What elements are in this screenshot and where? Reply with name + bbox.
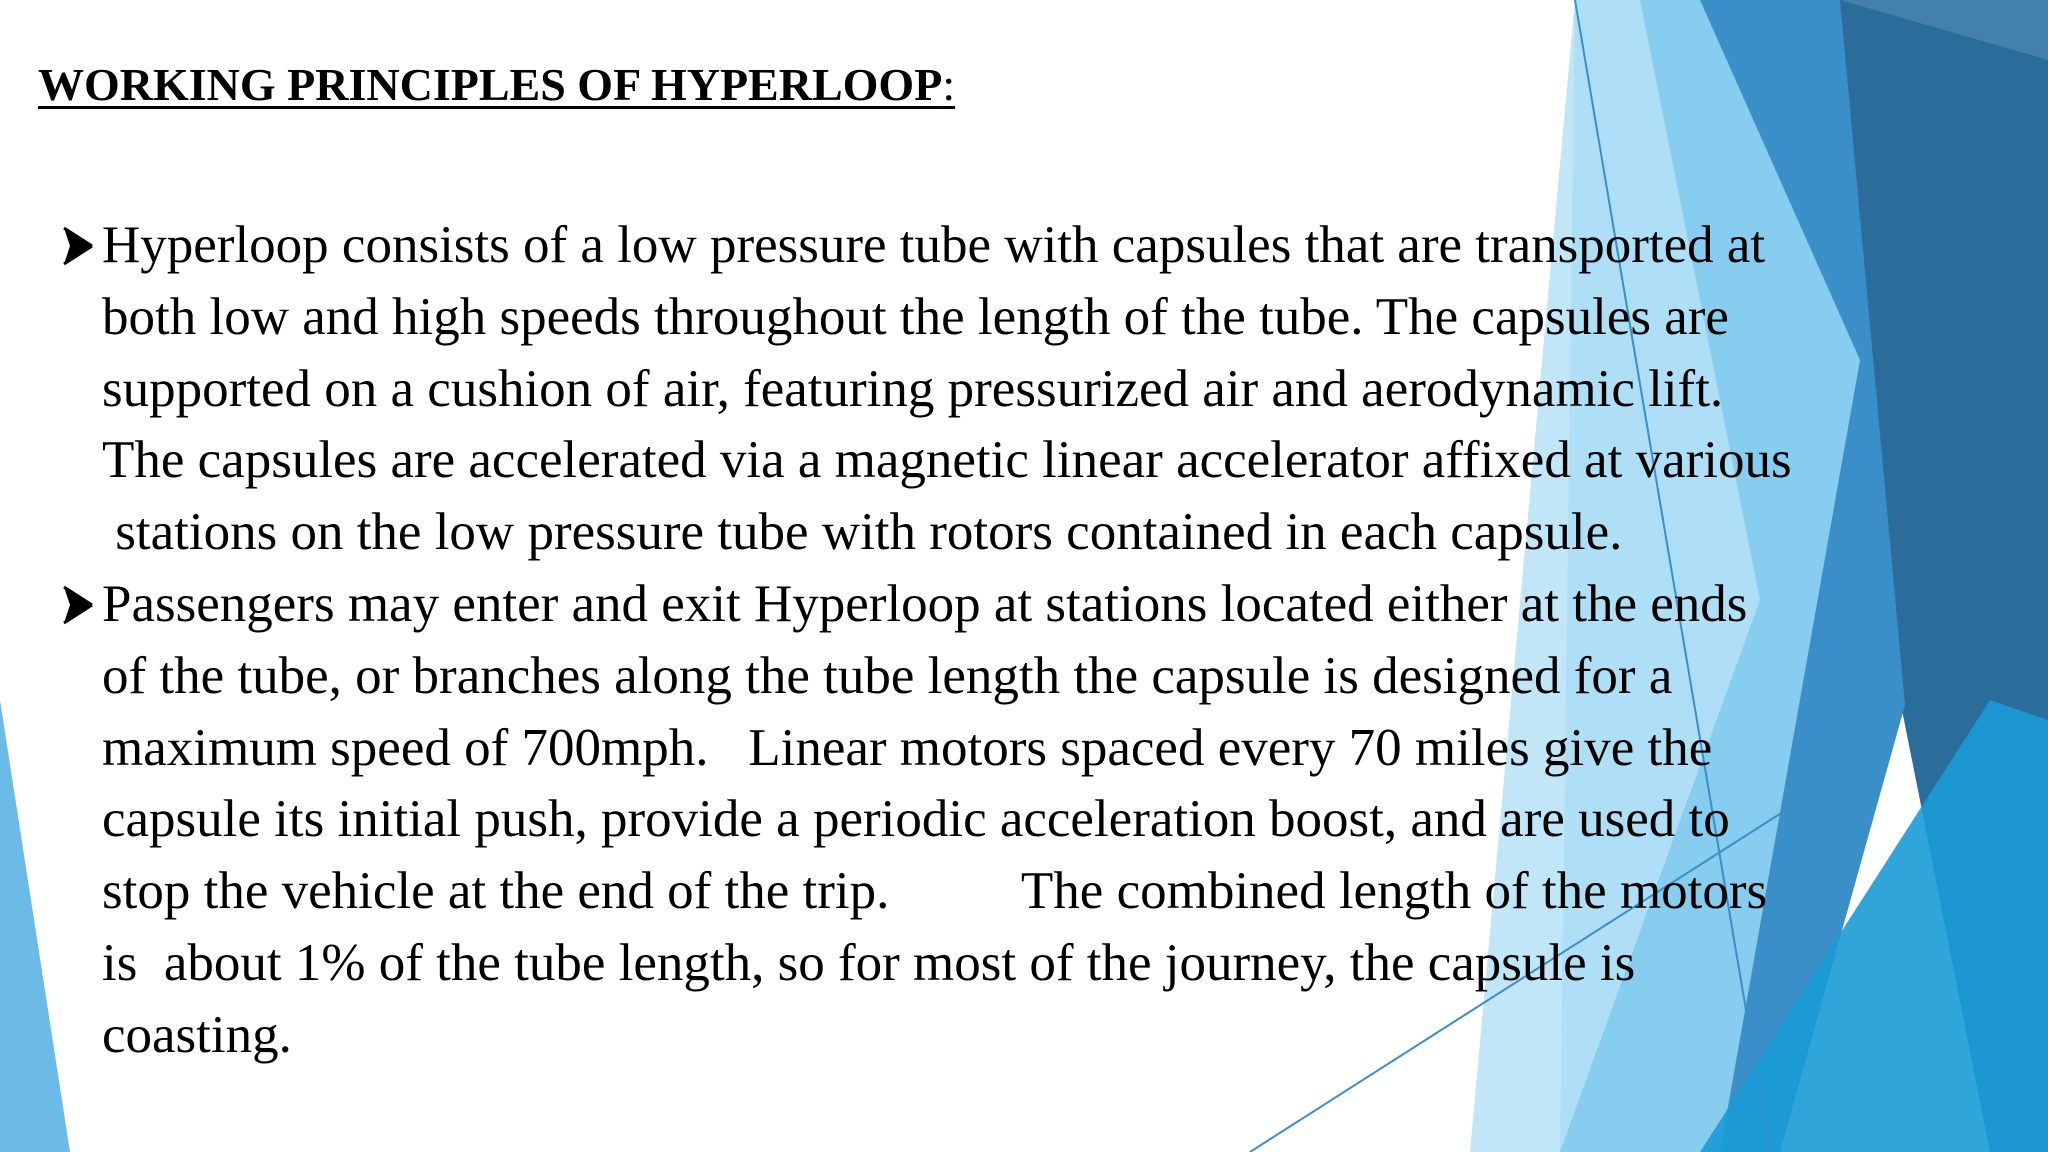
bullet-text-line: is about 1% of the tube length, so for most of the journey, the capsule is [102,933,1636,992]
arrowhead-bullet-icon [58,579,98,631]
bullet-text-line: Passengers may enter and exit Hyperloop at stations located either at the ends [102,574,1748,633]
bullet-text-line: stations on the low pressure tube with rotors contained in each capsule. [102,503,1623,562]
bullet-item [58,569,2018,1072]
bullet-text-line: The capsules are accelerated via a magnetic linear accelerator affixed at various [102,431,1792,490]
slide-title-text: WORKING PRINCIPLES OF HYPERLOOP [38,59,943,110]
bullet-text-line: of the tube, or branches along the tube length the capsule is designed for a [102,646,1673,705]
bullet-text-line: stop the vehicle at the end of the trip. The combined length of the motors [102,862,1768,921]
bullet-text-line: supported on a cushion of air, featuring pressurized air and aerodynamic lift. [102,359,1724,418]
bullet-list [58,210,2018,1072]
bullet-text-line: maximum speed of 700mph. Linear motors spaced every 70 miles give the [102,718,1713,777]
slide-title-colon: : [942,59,956,110]
bullet-item [58,210,2018,569]
bullet-text-line: capsule its initial push, provide a periodic acceleration boost, and are used to [102,790,1730,849]
bullet-text-line: coasting. [102,1005,292,1064]
slide-title [38,58,955,111]
bullet-text-line: both low and high speeds throughout the length of the tube. The capsules are [102,287,1729,346]
bullet-text-line: Hyperloop consists of a low pressure tube with capsules that are transported at [102,216,1766,274]
arrowhead-bullet-icon [58,220,98,272]
